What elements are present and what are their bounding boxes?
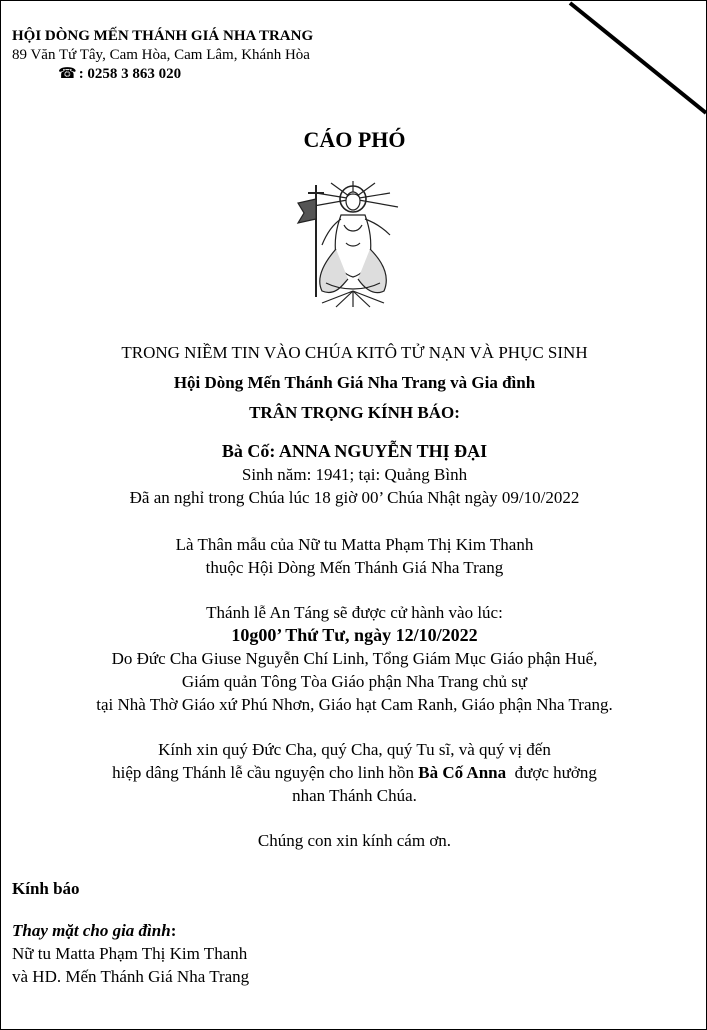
- faith-line: TRONG NIỀM TIN VÀO CHÚA KITÔ TỬ NẠN VÀ PHỤC SINH: [121, 343, 588, 362]
- deceased-death: Đã an nghỉ trong Chúa lúc 18 giờ 00’ Chúa Nhật ngày 09/10/2022: [129, 488, 580, 507]
- respectfully-line: TRÂN TRỌNG KÍNH BÁO:: [249, 403, 460, 422]
- signature-block: [12, 877, 249, 988]
- announcement-body: [1, 341, 707, 852]
- representative-colon: :: [170, 921, 177, 940]
- representative-label-line: [12, 919, 249, 942]
- risen-christ-image: [286, 179, 421, 309]
- invitation-text-end: được hưởng: [506, 763, 597, 782]
- announcers-line: Hội Dòng Mến Thánh Giá Nha Trang và Gia đình: [173, 373, 536, 392]
- funeral-time: 10g00’ Thứ Tư, ngày 12/10/2022: [231, 625, 478, 645]
- invitation-line-3: nhan Thánh Chúa.: [292, 786, 417, 805]
- phone-number: : 0258 3 863 020: [78, 66, 182, 82]
- representative-org: và HD. Mến Thánh Giá Nha Trang: [12, 967, 250, 986]
- invitation-text: hiệp dâng Thánh lễ cầu nguyện cho linh hồn: [112, 763, 419, 782]
- relation-line-2: thuộc Hội Dòng Mến Thánh Giá Nha Trang: [205, 558, 504, 577]
- letterhead: [12, 27, 313, 84]
- org-phone: [12, 65, 313, 84]
- mourning-ribbon: [546, 1, 706, 121]
- telephone-icon: ☎: [58, 66, 77, 82]
- funeral-intro: Thánh lễ An Táng sẽ được cử hành vào lúc:: [206, 603, 503, 622]
- page-title: CÁO PHÓ: [303, 127, 406, 152]
- relation-line-1: Là Thân mẫu của Nữ tu Matta Phạm Thị Kim Thanh: [175, 535, 534, 554]
- thanks-line: Chúng con xin kính cám ơn.: [257, 831, 452, 850]
- deceased-birth: Sinh năm: 1941; tại: Quảng Bình: [241, 465, 468, 484]
- representative-label: Thay mặt cho gia đình: [12, 921, 171, 940]
- org-name: HỘI DÒNG MẾN THÁNH GIÁ NHA TRANG: [12, 28, 314, 44]
- funeral-location: tại Nhà Thờ Giáo xứ Phú Nhơn, Giáo hạt Cam Ranh, Giáo phận Nha Trang.: [96, 695, 613, 714]
- invitation-line-1: Kính xin quý Đức Cha, quý Cha, quý Tu sĩ, và quý vị đến: [158, 740, 551, 759]
- funeral-celebrant-2: Giám quản Tông Tòa Giáo phận Nha Trang chủ sự: [181, 672, 528, 691]
- invitation-line-2: [1, 761, 707, 784]
- representative-name: Nữ tu Matta Phạm Thị Kim Thanh: [12, 944, 248, 963]
- org-address: 89 Văn Tứ Tây, Cam Hòa, Cam Lâm, Khánh Hòa: [12, 47, 310, 63]
- funeral-celebrant-1: Do Đức Cha Giuse Nguyễn Chí Linh, Tổng Giám Mục Giáo phận Huế,: [111, 649, 598, 668]
- sign-label: Kính báo: [12, 879, 80, 898]
- invitation-deceased: Bà Cố Anna: [418, 763, 507, 782]
- deceased-name: Bà Cố: ANNA NGUYỄN THỊ ĐẠI: [221, 441, 488, 461]
